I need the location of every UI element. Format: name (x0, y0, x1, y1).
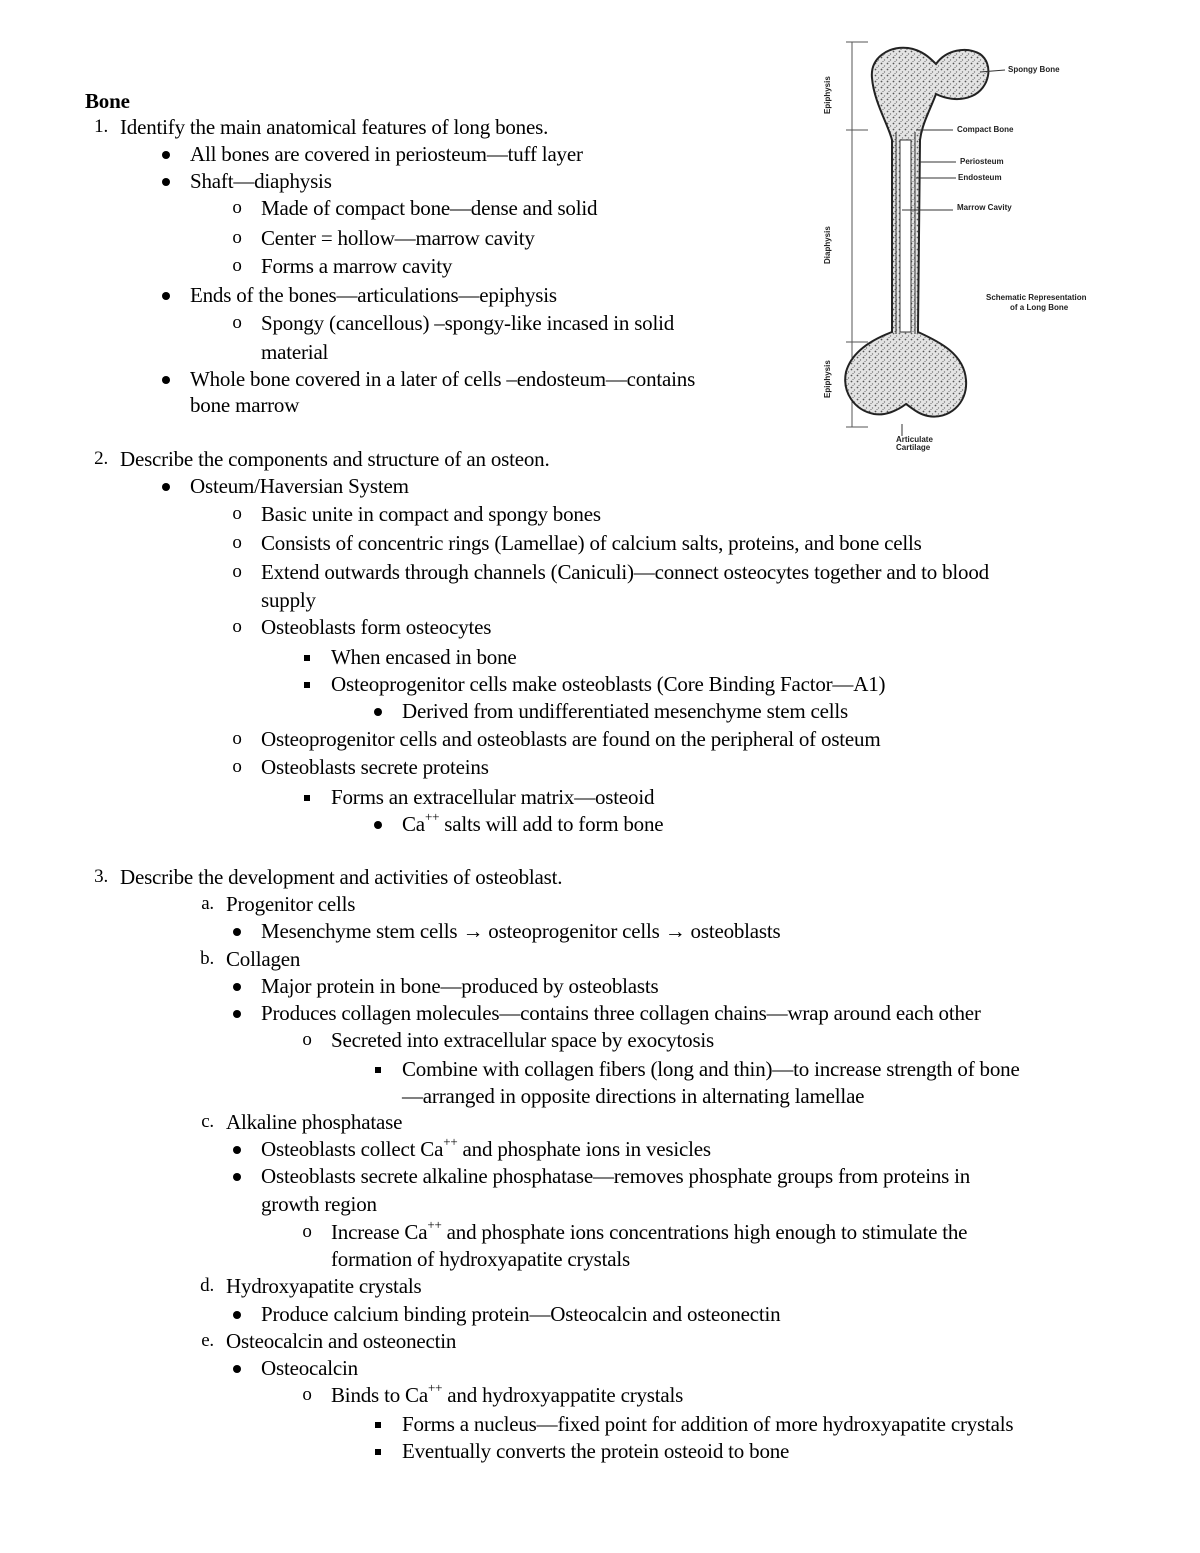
item-number: 3. (94, 866, 108, 887)
sub-heading: e. Osteocalcin and osteonectin (226, 1328, 456, 1354)
bullet-icon (233, 1173, 241, 1181)
sub-heading: a. Progenitor cells (226, 891, 355, 917)
list-item: o Osteoblasts secrete proteins (261, 754, 489, 780)
bullet-icon (233, 1311, 241, 1319)
list-item: Osteoblasts collect Ca++ and phosphate ions in vesicles (261, 1136, 711, 1162)
bullet-icon (162, 151, 170, 159)
list-item-continuation: growth region (261, 1192, 377, 1216)
caption-line-2: of a Long Bone (1010, 303, 1069, 312)
item-number: 2. (94, 448, 108, 469)
list-item: o Spongy (cancellous) –spongy-like incased in solid (261, 310, 674, 336)
list-item-continuation: supply (261, 588, 316, 612)
question-2: 2. Describe the components and structure of an osteon. (120, 446, 550, 472)
list-item: Produce calcium binding protein—Osteocalcin and osteonectin (261, 1301, 780, 1327)
circle-bullet-icon: o (232, 532, 242, 553)
square-bullet-icon (375, 1422, 381, 1428)
long-bone-diagram (790, 32, 1120, 457)
list-item: o Consists of concentric rings (Lamellae) of calcium salts, proteins, and bone cells (261, 530, 922, 556)
bullet-icon (233, 983, 241, 991)
caption-line-1: Schematic Representation (986, 293, 1087, 302)
list-item: Osteum/Haversian System (190, 473, 409, 499)
square-bullet-icon (304, 795, 310, 801)
bullet-icon (162, 292, 170, 300)
circle-bullet-icon: o (232, 728, 242, 749)
spongy-bone-label: Spongy Bone (1008, 65, 1060, 74)
bullet-icon (233, 1146, 241, 1154)
bone-shape (845, 48, 988, 417)
bullet-icon (162, 483, 170, 491)
list-item: Mesenchyme stem cells → osteoprogenitor cells → osteoblasts (261, 918, 781, 944)
endosteum-label: Endosteum (958, 173, 1002, 182)
circle-bullet-icon: o (302, 1384, 312, 1405)
list-item: Produces collagen molecules—contains three collagen chains—wrap around each other (261, 1000, 981, 1026)
list-item: All bones are covered in periosteum—tuff layer (190, 141, 583, 167)
bullet-icon (233, 1365, 241, 1373)
circle-bullet-icon: o (232, 503, 242, 524)
list-item: o Made of compact bone—dense and solid (261, 195, 597, 221)
list-item: o Center = hollow—marrow cavity (261, 225, 535, 251)
bullet-icon (374, 708, 382, 716)
item-letter: d. (200, 1275, 214, 1296)
list-item: Shaft—diaphysis (190, 168, 332, 194)
marrow-cavity-label: Marrow Cavity (957, 203, 1012, 212)
bullet-icon (162, 178, 170, 186)
circle-bullet-icon: o (232, 616, 242, 637)
articulate-cartilage-label-2: Cartilage (896, 443, 931, 452)
document-title: Bone (85, 89, 130, 113)
list-item: o Forms a marrow cavity (261, 253, 452, 279)
bullet-icon (374, 821, 382, 829)
bullet-icon (233, 928, 241, 936)
circle-bullet-icon: o (232, 561, 242, 582)
compact-bone-label: Compact Bone (957, 125, 1014, 134)
circle-bullet-icon: o (232, 756, 242, 777)
list-item: When encased in bone (331, 644, 517, 670)
list-item: Combine with collagen fibers (long and thin)—to increase strength of bone (402, 1056, 1020, 1082)
list-item: Forms an extracellular matrix—osteoid (331, 784, 654, 810)
square-bullet-icon (375, 1067, 381, 1073)
bullet-icon (233, 1010, 241, 1018)
list-item: o Increase Ca++ and phosphate ions concentrations high enough to stimulate the (331, 1219, 967, 1245)
item-letter: b. (200, 948, 214, 969)
list-item-continuation: formation of hydroxyapatite crystals (331, 1247, 630, 1271)
list-item: Whole bone covered in a later of cells –endosteum—contains (190, 366, 695, 392)
list-item: Major protein in bone—produced by osteoblasts (261, 973, 659, 999)
epiphysis-top-label: Epiphysis (823, 76, 832, 114)
square-bullet-icon (375, 1449, 381, 1455)
list-item-continuation: bone marrow (190, 393, 300, 417)
epiphysis-bottom-label: Epiphysis (823, 360, 832, 398)
articulate-cartilage-label-1: Articulate (896, 435, 933, 444)
item-letter: e. (201, 1330, 214, 1351)
list-item: Osteoblasts secrete alkaline phosphatase—removes phosphate groups from proteins in (261, 1163, 970, 1189)
circle-bullet-icon: o (232, 197, 242, 218)
circle-bullet-icon: o (302, 1221, 312, 1242)
list-item: Ca++ salts will add to form bone (402, 811, 663, 837)
list-item-continuation: —arranged in opposite directions in alternating lamellae (402, 1084, 865, 1108)
list-item: Osteoprogenitor cells make osteoblasts (Core Binding Factor—A1) (331, 671, 885, 697)
sub-heading: d. Hydroxyapatite crystals (226, 1273, 421, 1299)
sub-heading: b. Collagen (226, 946, 300, 972)
square-bullet-icon (304, 682, 310, 688)
item-number: 1. (94, 116, 108, 137)
list-item: o Secreted into extracellular space by exocytosis (331, 1027, 714, 1053)
list-item: o Basic unite in compact and spongy bones (261, 501, 601, 527)
sub-heading: c. Alkaline phosphatase (226, 1109, 402, 1135)
list-item: Eventually converts the protein osteoid to bone (402, 1438, 789, 1464)
circle-bullet-icon: o (232, 255, 242, 276)
periosteum-label: Periosteum (960, 157, 1004, 166)
bullet-icon (162, 376, 170, 384)
list-item: Derived from undifferentiated mesenchyme stem cells (402, 698, 848, 724)
question-1: 1. Identify the main anatomical features of long bones. (120, 114, 548, 140)
list-item: Forms a nucleus—fixed point for addition of more hydroxyapatite crystals (402, 1411, 1013, 1437)
list-item: o Osteoprogenitor cells and osteoblasts are found on the peripheral of osteum (261, 726, 881, 752)
diaphysis-label: Diaphysis (823, 226, 832, 264)
list-item: o Extend outwards through channels (Caniculi)—connect osteocytes together and to blood (261, 559, 989, 585)
circle-bullet-icon: o (232, 227, 242, 248)
list-item: o Osteoblasts form osteocytes (261, 614, 491, 640)
list-item: o Binds to Ca++ and hydroxyappatite crystals (331, 1382, 683, 1408)
item-letter: a. (201, 893, 214, 914)
circle-bullet-icon: o (302, 1029, 312, 1050)
list-item: Ends of the bones—articulations—epiphysis (190, 282, 557, 308)
item-letter: c. (201, 1111, 214, 1132)
circle-bullet-icon: o (232, 312, 242, 333)
question-3: 3. Describe the development and activities of osteoblast. (120, 864, 562, 890)
list-item: Osteocalcin (261, 1355, 358, 1381)
square-bullet-icon (304, 655, 310, 661)
list-item-continuation: material (261, 340, 329, 364)
